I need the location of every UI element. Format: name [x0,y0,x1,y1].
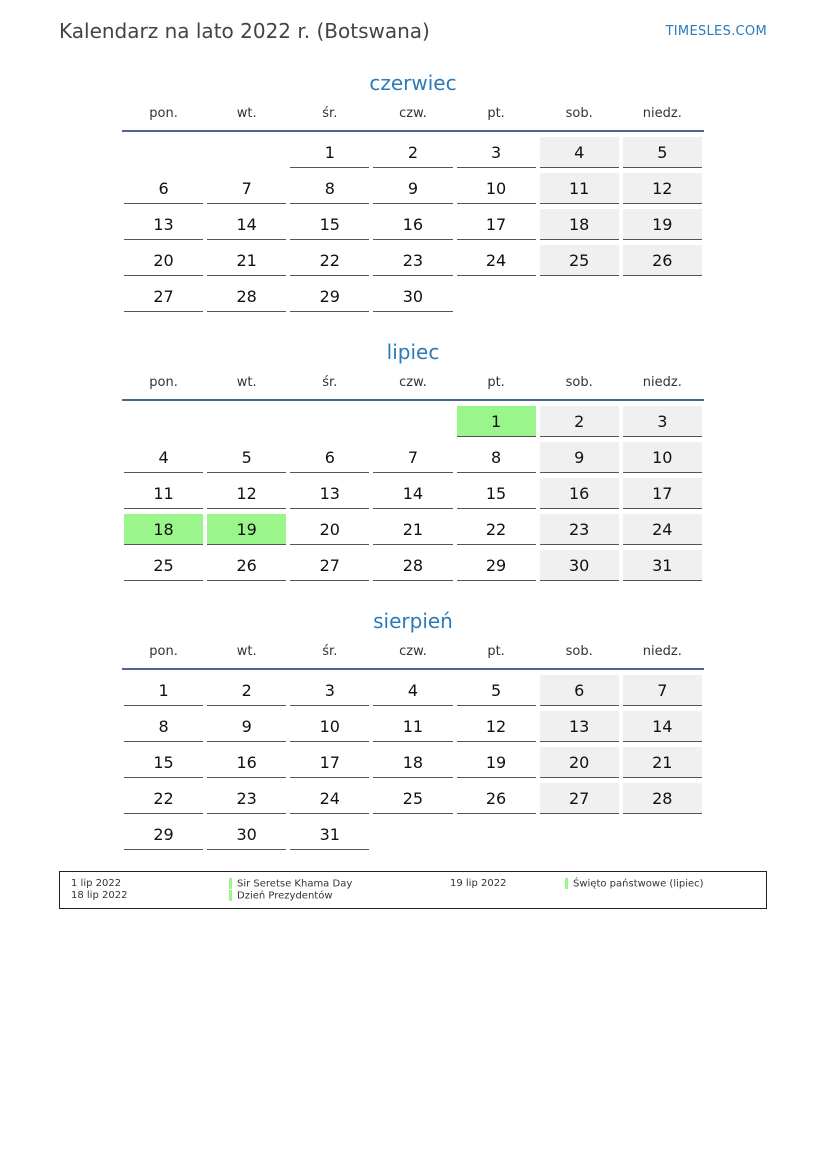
month-title: sierpień [373,609,453,633]
day-number: 17 [623,478,702,509]
day-cell [205,173,288,209]
day-cell [621,406,704,442]
day-cell [621,675,704,711]
empty-day [288,406,371,442]
weekday-label: niedz. [642,375,682,390]
day-number: 13 [540,711,619,742]
day-cell [621,245,704,281]
month-2 [122,608,704,855]
day-cell [621,747,704,783]
day-number [623,281,702,311]
day-cell [538,209,621,245]
weekday-label: śr. [322,106,338,121]
day-cell [538,675,621,711]
week-row [122,281,704,317]
day-cell [538,550,621,586]
day-cell [288,173,371,209]
day-number: 11 [124,478,203,509]
day-number: 28 [207,281,286,312]
day-cell [122,819,205,855]
day-number: 27 [290,550,369,581]
legend-holiday-name: Święto państwowe (lipiec) [573,878,704,890]
weekday-header [122,104,704,132]
day-number: 25 [373,783,452,814]
day-number: 8 [290,173,369,204]
day-number: 22 [290,245,369,276]
day-cell [455,514,538,550]
day-number: 26 [623,245,702,276]
day-number: 21 [373,514,452,545]
weekday-label: czw. [399,106,427,121]
day-number [373,819,452,849]
day-number: 22 [124,783,203,814]
day-number [290,406,369,436]
day-number [124,137,203,167]
day-cell [455,783,538,819]
day-cell [122,442,205,478]
week-row [122,173,704,209]
day-number: 26 [457,783,536,814]
day-cell [205,478,288,514]
holiday-color-marker [229,878,232,889]
day-cell [621,783,704,819]
day-number: 26 [207,550,286,581]
day-number: 6 [290,442,369,473]
day-number: 16 [373,209,452,240]
day-cell [288,209,371,245]
day-number [457,281,536,311]
day-cell [205,711,288,747]
day-number: 14 [207,209,286,240]
day-number: 19 [623,209,702,240]
day-cell [122,550,205,586]
weekday-label: pt. [487,644,505,659]
day-number: 7 [623,675,702,706]
week-row [122,675,704,711]
week-row [122,137,704,173]
day-cell [621,442,704,478]
day-cell [122,209,205,245]
day-cell [288,478,371,514]
day-cell [371,209,454,245]
day-cell [621,550,704,586]
day-number: 24 [623,514,702,545]
day-number: 29 [457,550,536,581]
day-number: 11 [540,173,619,204]
day-number: 27 [540,783,619,814]
day-number: 16 [540,478,619,509]
week-row [122,209,704,245]
day-cell [455,747,538,783]
day-cell [621,478,704,514]
day-number: 4 [373,675,452,706]
month-title: lipiec [386,340,440,364]
empty-day [122,137,205,173]
day-number: 15 [457,478,536,509]
day-number [540,819,619,849]
day-cell [288,442,371,478]
empty-day [538,819,621,855]
weekday-label: czw. [399,644,427,659]
day-cell [455,550,538,586]
month-1 [122,339,704,586]
day-cell [455,675,538,711]
day-cell [205,783,288,819]
day-cell [205,550,288,586]
day-number: 1 [457,406,536,437]
day-cell [288,711,371,747]
day-cell [205,209,288,245]
week-row [122,514,704,550]
weekday-label: niedz. [642,106,682,121]
weekday-label: sob. [565,644,593,659]
day-cell [288,819,371,855]
day-cell [538,711,621,747]
day-number: 9 [540,442,619,473]
day-cell [371,173,454,209]
holiday-day-cell [122,514,205,550]
day-number: 1 [124,675,203,706]
day-number: 18 [540,209,619,240]
day-cell [538,478,621,514]
month-0 [122,70,704,317]
day-number: 23 [540,514,619,545]
day-cell [621,209,704,245]
day-cell [455,442,538,478]
empty-day [371,819,454,855]
day-cell [538,137,621,173]
day-number [207,137,286,167]
day-cell [122,747,205,783]
day-number: 12 [207,478,286,509]
day-cell [122,478,205,514]
legend-name [565,878,704,891]
day-cell [205,747,288,783]
day-cell [371,675,454,711]
day-cell [538,514,621,550]
day-cell [538,747,621,783]
day-cell [538,406,621,442]
holiday-day-cell [455,406,538,442]
empty-day [122,406,205,442]
day-cell [288,137,371,173]
weekday-label: wt. [236,644,257,659]
day-number: 15 [290,209,369,240]
day-number: 30 [373,281,452,312]
day-number: 10 [457,173,536,204]
day-number: 29 [124,819,203,850]
day-number: 9 [373,173,452,204]
empty-day [205,406,288,442]
week-row [122,245,704,281]
day-number: 3 [290,675,369,706]
day-number: 11 [373,711,452,742]
day-number: 28 [623,783,702,814]
weekday-label: sob. [565,106,593,121]
brand-logo-link[interactable]: TIMESLES.COM [665,24,767,39]
legend-date: 18 lip 2022 [71,890,128,901]
day-number: 14 [373,478,452,509]
weekday-header [122,373,704,401]
day-cell [205,819,288,855]
day-cell [455,478,538,514]
day-number: 1 [290,137,369,168]
week-row [122,478,704,514]
day-cell [371,281,454,317]
day-cell [455,245,538,281]
day-number: 23 [207,783,286,814]
day-number [124,406,203,436]
day-cell [288,550,371,586]
day-cell [122,783,205,819]
empty-day [538,281,621,317]
holiday-legend [59,871,767,909]
day-number: 25 [540,245,619,276]
day-cell [122,281,205,317]
day-number: 21 [623,747,702,778]
day-cell [371,478,454,514]
day-cell [205,245,288,281]
day-number: 16 [207,747,286,778]
day-number [623,819,702,849]
day-number: 7 [207,173,286,204]
day-number: 20 [540,747,619,778]
day-number: 13 [124,209,203,240]
day-number: 12 [623,173,702,204]
day-cell [538,173,621,209]
day-number: 18 [124,514,203,545]
week-row [122,711,704,747]
legend-date: 19 lip 2022 [450,878,507,889]
day-cell [122,173,205,209]
day-number: 17 [290,747,369,778]
week-row [122,783,704,819]
day-number: 4 [124,442,203,473]
day-number [207,406,286,436]
day-number: 19 [457,747,536,778]
day-cell [288,747,371,783]
day-cell [205,281,288,317]
legend-name [229,890,333,903]
day-number: 14 [623,711,702,742]
day-cell [122,711,205,747]
day-number: 20 [124,245,203,276]
weekday-label: pon. [149,375,178,390]
day-cell [288,675,371,711]
day-cell [288,245,371,281]
day-number: 18 [373,747,452,778]
empty-day [455,819,538,855]
day-cell [371,711,454,747]
day-number: 8 [457,442,536,473]
day-number: 6 [124,173,203,204]
weekday-label: śr. [322,375,338,390]
day-number: 2 [540,406,619,437]
day-number: 23 [373,245,452,276]
day-number: 20 [290,514,369,545]
week-row [122,819,704,855]
day-number: 7 [373,442,452,473]
day-cell [371,514,454,550]
day-cell [122,675,205,711]
weeks [122,401,704,586]
day-number: 8 [124,711,203,742]
day-number: 9 [207,711,286,742]
week-row [122,442,704,478]
day-cell [288,783,371,819]
day-number: 5 [623,137,702,168]
weeks [122,132,704,317]
legend-date: 1 lip 2022 [71,878,122,889]
week-row [122,550,704,586]
weeks [122,670,704,855]
day-cell [288,514,371,550]
day-cell [621,514,704,550]
day-cell [621,137,704,173]
legend-holiday-name: Dzień Prezydentów [237,890,333,902]
day-number: 31 [290,819,369,850]
day-number [457,819,536,849]
day-cell [621,711,704,747]
day-number: 3 [457,137,536,168]
legend-holiday-name: Sir Seretse Khama Day [237,878,353,890]
day-cell [455,711,538,747]
day-cell [371,747,454,783]
day-cell [371,245,454,281]
day-number: 25 [124,550,203,581]
empty-day [371,406,454,442]
weekday-label: sob. [565,375,593,390]
weekday-label: niedz. [642,644,682,659]
day-cell [371,137,454,173]
day-number: 5 [207,442,286,473]
weekday-label: wt. [236,106,257,121]
day-number: 22 [457,514,536,545]
empty-day [621,281,704,317]
empty-day [205,137,288,173]
day-cell [371,442,454,478]
week-row [122,747,704,783]
day-number: 31 [623,550,702,581]
holiday-day-cell [205,514,288,550]
day-number: 10 [290,711,369,742]
weekday-label: pt. [487,375,505,390]
empty-day [621,819,704,855]
day-cell [205,442,288,478]
legend-name [229,878,352,891]
day-cell [538,442,621,478]
day-cell [621,173,704,209]
day-cell [538,783,621,819]
day-number [373,406,452,436]
day-cell [455,209,538,245]
weekday-label: pt. [487,106,505,121]
day-number: 29 [290,281,369,312]
empty-day [455,281,538,317]
day-number: 28 [373,550,452,581]
day-number [540,281,619,311]
day-number: 4 [540,137,619,168]
weekday-label: pon. [149,644,178,659]
day-cell [288,281,371,317]
day-cell [455,173,538,209]
weekday-label: śr. [322,644,338,659]
page-title: Kalendarz na lato 2022 r. (Botswana) [59,19,430,43]
holiday-color-marker [565,878,568,889]
day-number: 24 [457,245,536,276]
day-cell [455,137,538,173]
day-number: 2 [373,137,452,168]
day-number: 27 [124,281,203,312]
day-number: 30 [207,819,286,850]
day-number: 17 [457,209,536,240]
day-number: 2 [207,675,286,706]
day-number: 10 [623,442,702,473]
weekday-label: pon. [149,106,178,121]
week-row [122,406,704,442]
day-number: 6 [540,675,619,706]
day-number: 15 [124,747,203,778]
day-number: 3 [623,406,702,437]
day-cell [205,675,288,711]
holiday-color-marker [229,890,232,901]
weekday-label: wt. [236,375,257,390]
day-cell [538,245,621,281]
weekday-label: czw. [399,375,427,390]
month-title: czerwiec [369,71,457,95]
day-number: 12 [457,711,536,742]
day-number: 19 [207,514,286,545]
weekday-header [122,642,704,670]
day-cell [371,783,454,819]
day-number: 30 [540,550,619,581]
day-number: 24 [290,783,369,814]
day-cell [371,550,454,586]
day-number: 5 [457,675,536,706]
day-cell [122,245,205,281]
day-number: 21 [207,245,286,276]
day-number: 13 [290,478,369,509]
